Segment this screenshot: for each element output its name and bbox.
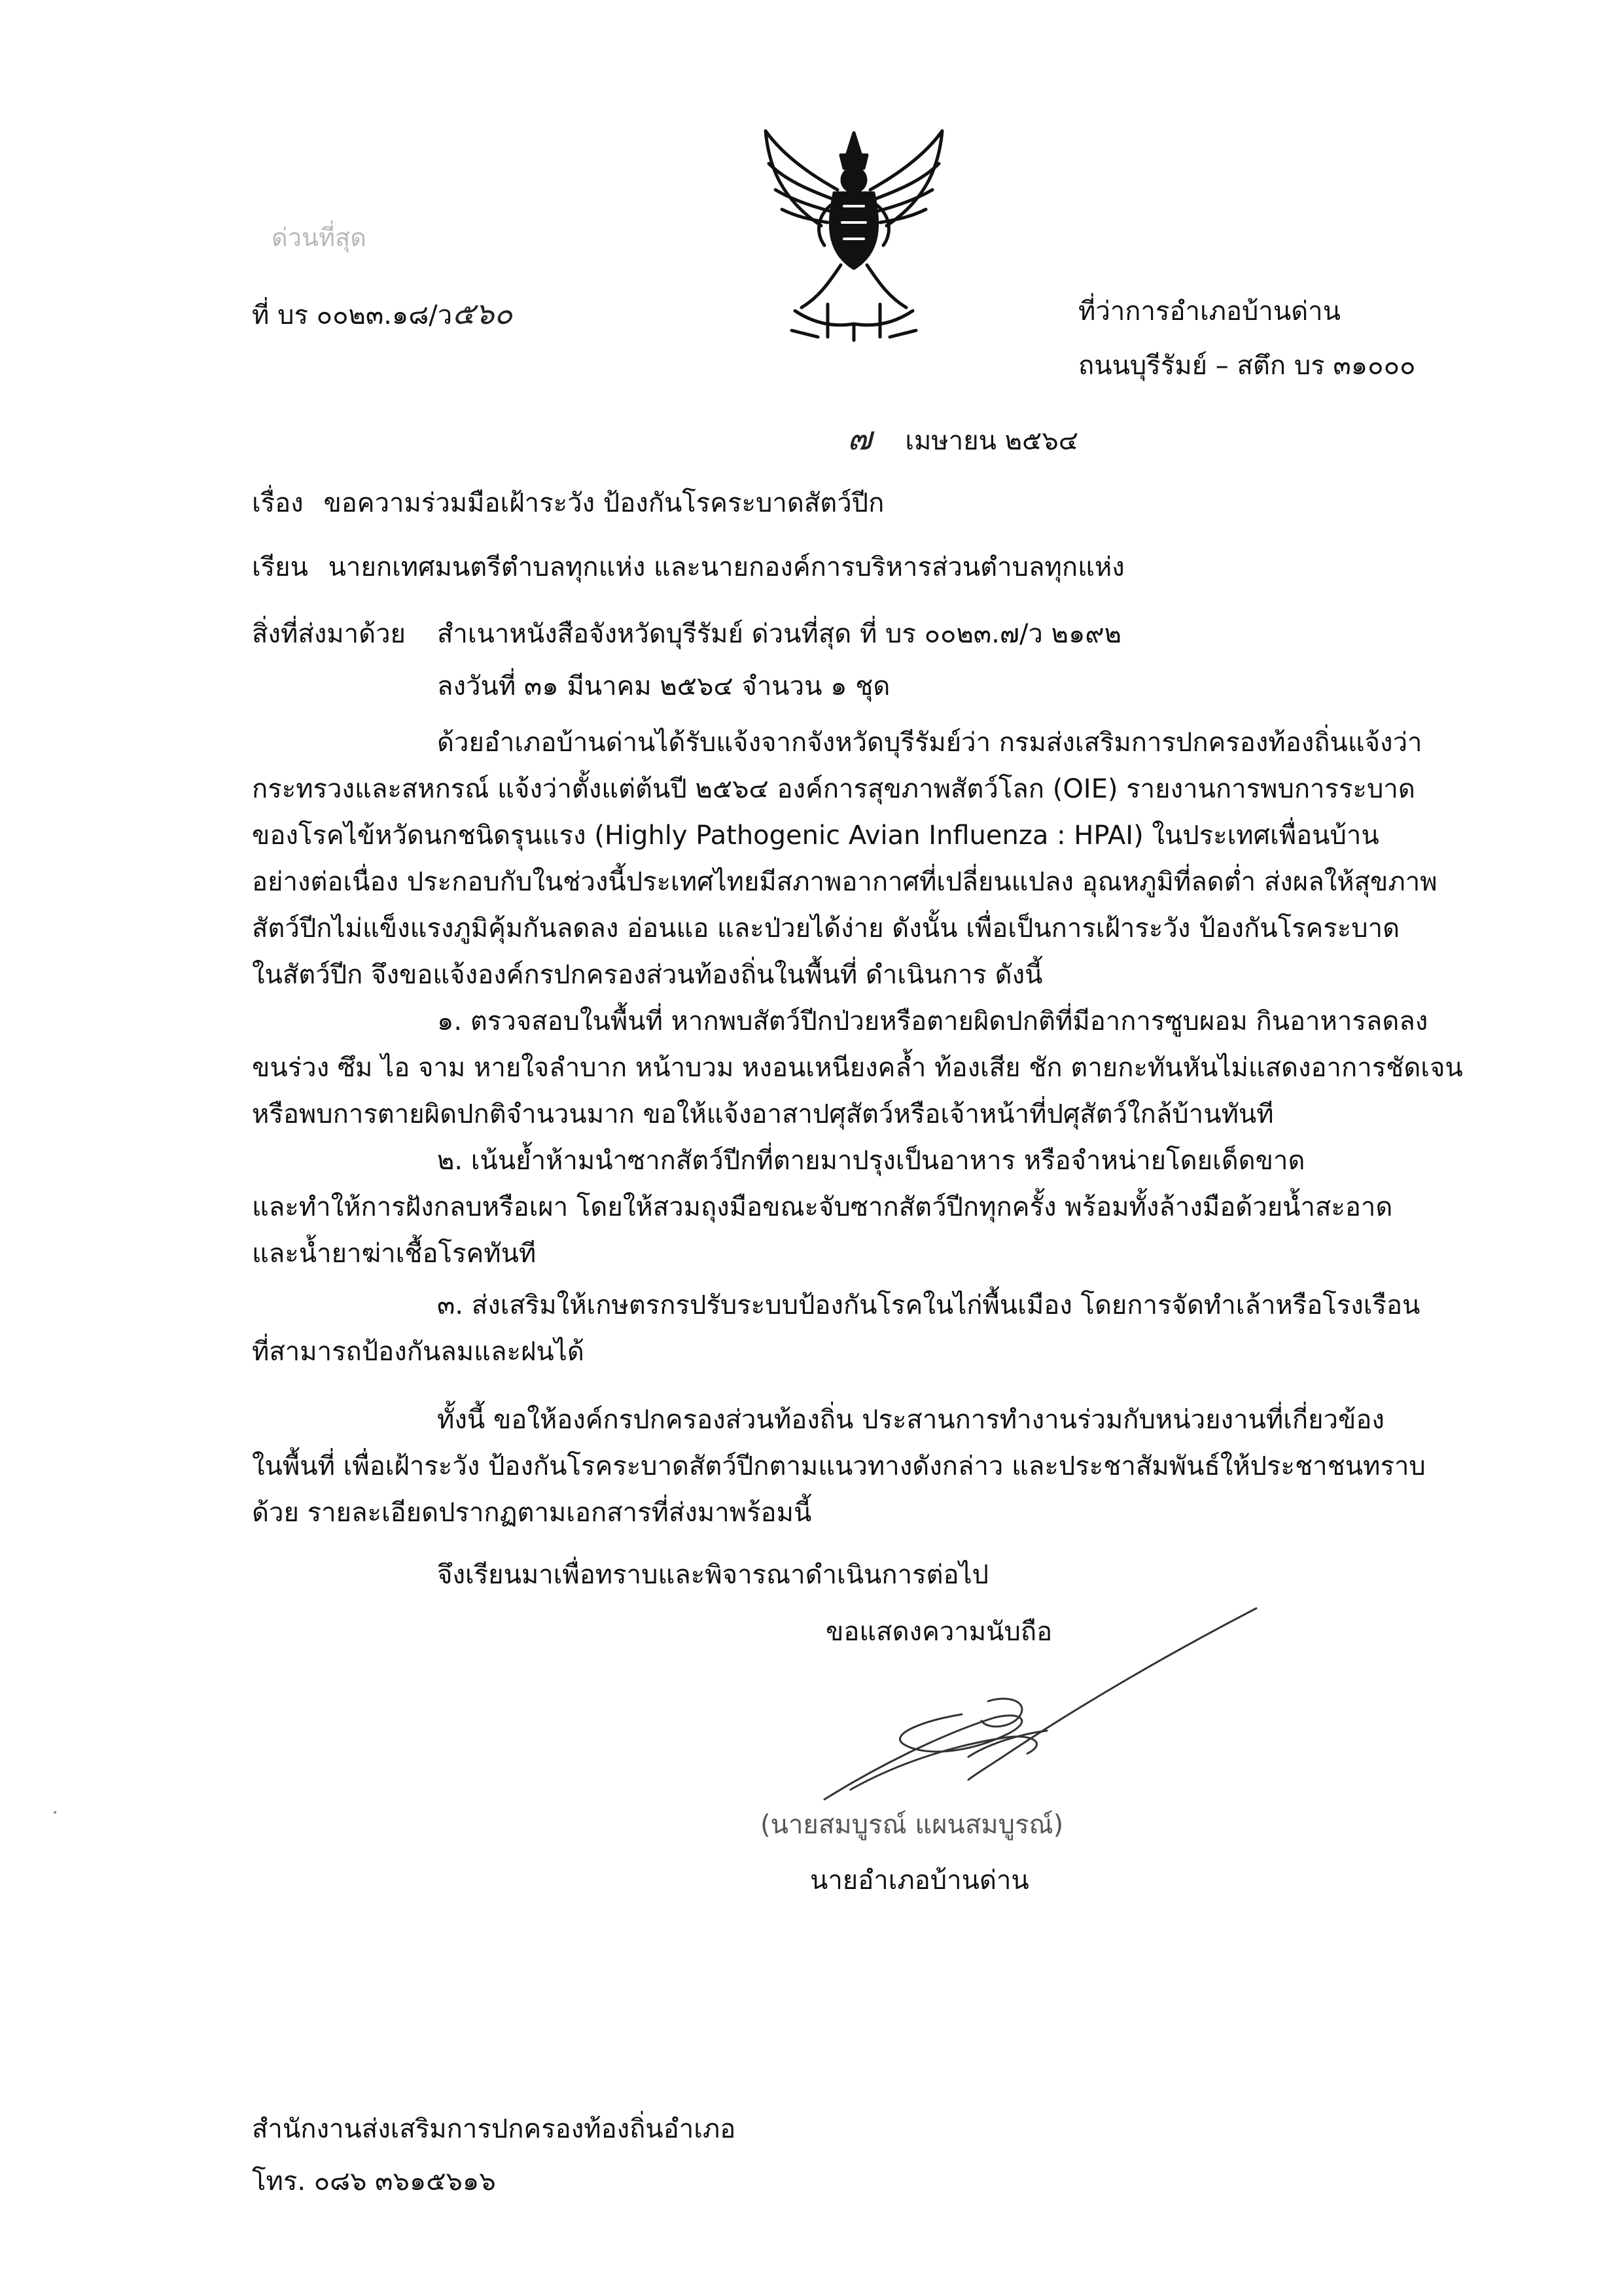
handwritten-signature-icon [772, 1603, 1269, 1812]
body-p1-line3: ของโรคไข้หวัดนกชนิดรุนแรง (Highly Pathogenic Avian Influenza : HPAI) ในประเทศเพื่อนบ้าน [252, 821, 1379, 851]
enclosure-label: สิ่งที่ส่งมาด้วย [252, 619, 406, 649]
body-p1-line5: สัตว์ปีกไม่แข็งแรงภูมิคุ้มกันลดลง อ่อนแอ และป่วยได้ง่าย ดังนั้น เพื่อเป็นการเฝ้าระวัง ป้องกันโรคระบาด [252, 913, 1400, 944]
item1-line1: ๑. ตรวจสอบในพื้นที่ หากพบสัตว์ปีกป่วยหรือตายผิดปกติที่มีอาการซูบผอม กินอาหารลดลง [437, 1006, 1428, 1036]
item2-line2: และทำให้การฝังกลบหรือเผา โดยให้สวมถุงมือขณะจับซากสัตว์ปีกทุกครั้ง พร้อมทั้งล้างมือด้วยน้ำสะอาด [252, 1192, 1393, 1222]
body-p1-line6: ในสัตว์ปีก จึงขอแจ้งองค์กรปกครองส่วนท้องถิ่นในพื้นที่ ดำเนินการ ดังนี้ [252, 960, 1043, 990]
body-p1-line1: ด้วยอำเภอบ้านด่านได้รับแจ้งจากจังหวัดบุรีรัมย์ว่า กรมส่งเสริมการปกครองท้องถิ่นแจ้งว่า [437, 728, 1422, 758]
doc-number-prefix: ที่ บร ๐๐๒๓.๑๘/ว [252, 300, 453, 330]
closing-line: จึงเรียนมาเพื่อทราบและพิจารณาดำเนินการต่อไป [437, 1560, 989, 1590]
item2-line3: และน้ำยาฆ่าเชื้อโรคทันที [252, 1239, 537, 1269]
regards-text: ขอแสดงความนับถือ [826, 1617, 1053, 1647]
recipient-label: เรียน [252, 552, 308, 582]
footer-department: สำนักงานส่งเสริมการปกครองท้องถิ่นอำเภอ [252, 2114, 736, 2144]
date-day-handwritten: ๗ [847, 419, 872, 457]
body-p2-line3: ด้วย รายละเอียดปรากฏตามเอกสารที่ส่งมาพร้อมนี้ [252, 1498, 812, 1528]
office-address-line2: ถนนบุรีรัมย์ – สตึก บร ๓๑๐๐๐ [1078, 351, 1416, 381]
recipient-line [252, 552, 1125, 583]
doc-number-handwritten: ๕๖๐ [452, 296, 513, 331]
body-p1-line4: อย่างต่อเนื่อง ประกอบกับในช่วงนี้ประเทศไทยมีสภาพอากาศที่เปลี่ยนแปลง อุณหภูมิที่ลดต่ำ ส่งผลให้สุขภาพ [252, 867, 1438, 897]
body-p2-line2: ในพื้นที่ เพื่อเฝ้าระวัง ป้องกันโรคระบาดสัตว์ปีกตามแนวทางดังกล่าว และประชาสัมพันธ์ให้ประชาชนทราบ [252, 1451, 1426, 1481]
item3-line2: ที่สามารถป้องกันลมและฝนได้ [252, 1337, 584, 1367]
body-p1-line2: กระทรวงและสหกรณ์ แจ้งว่าตั้งแต่ต้นปี ๒๕๖๔ องค์การสุขภาพสัตว์โลก (OIE) รายงานการพบการระบาด [252, 774, 1415, 804]
doc-number [252, 296, 512, 332]
enclosure-line2: ลงวันที่ ๓๑ มีนาคม ๒๕๖๔ จำนวน ๑ ชุด [437, 671, 891, 701]
subject-text: ขอความร่วมมือเฝ้าระวัง ป้องกันโรคระบาดสัตว์ปีก [323, 488, 885, 518]
subject-label: เรื่อง [252, 488, 304, 518]
document-date [847, 419, 1078, 458]
date-month-year: เมษายน ๒๕๖๔ [905, 426, 1078, 456]
item3-line1: ๓. ส่งเสริมให้เกษตรกรปรับระบบป้องกันโรคในไก่พื้นเมือง โดยการจัดทำเล้าหรือโรงเรือน [437, 1290, 1421, 1320]
item1-line3: หรือพบการตายผิดปกติจำนวนมาก ขอให้แจ้งอาสาปศุสัตว์หรือเจ้าหน้าที่ปศุสัตว์ใกล้บ้านทันที [252, 1099, 1274, 1129]
subject-line [252, 487, 884, 519]
faint-mark: ด่วนที่สุด [272, 223, 366, 252]
signer-position: นายอำเภอบ้านด่าน [810, 1865, 1029, 1896]
office-address-line1: ที่ว่าการอำเภอบ้านด่าน [1078, 296, 1341, 327]
body-p2-line1: ทั้งนี้ ขอให้องค์กรปกครองส่วนท้องถิ่น ประสานการทำงานร่วมกับหน่วยงานที่เกี่ยวข้อง [437, 1405, 1385, 1435]
footer-phone: โทร. ๐๘๖ ๓๖๑๕๖๑๖ [252, 2166, 496, 2197]
item1-line2: ขนร่วง ซึม ไอ จาม หายใจลำบาก หน้าบวม หงอนเหนียงคล้ำ ท้องเสีย ชัก ตายกะทันหันไม่แสดงอาการชัดเจน [252, 1053, 1463, 1083]
enclosure-line1: สำเนาหนังสือจังหวัดบุรีรัมย์ ด่วนที่สุด ที่ บร ๐๐๒๓.๗/ว ๒๑๙๒ [437, 619, 1122, 649]
scan-speck [54, 1811, 56, 1814]
recipient-text: นายกเทศมนตรีตำบลทุกแห่ง และนายกองค์การบริหารส่วนตำบลทุกแห่ง [328, 552, 1125, 582]
item2-line1: ๒. เน้นย้ำห้ามนำซากสัตว์ปีกที่ตายมาปรุงเป็นอาหาร หรือจำหน่ายโดยเด็ดขาด [437, 1146, 1305, 1176]
garuda-emblem-icon [756, 128, 952, 344]
signer-name: (นายสมบูรณ์ แผนสมบูรณ์) [760, 1810, 1064, 1840]
